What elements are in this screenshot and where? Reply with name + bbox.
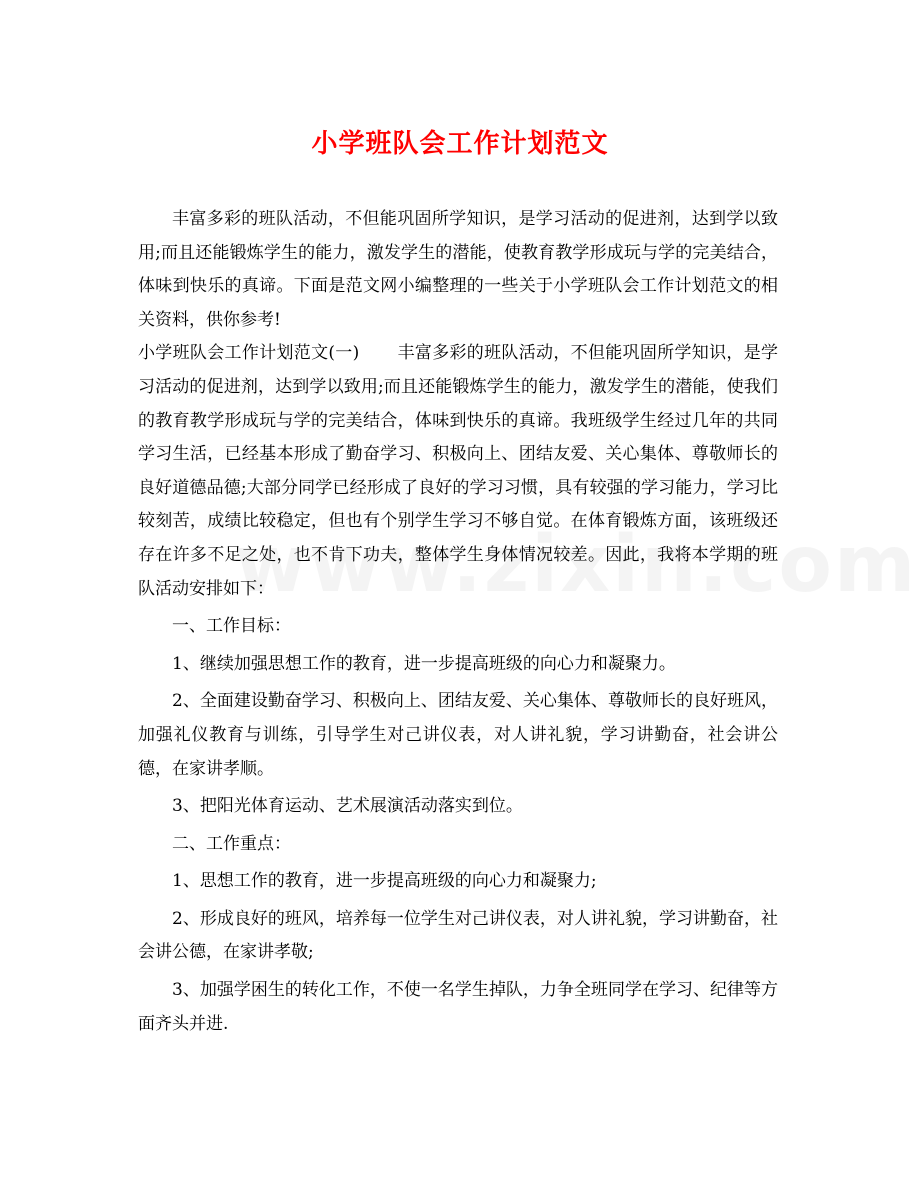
focus-heading: 二、工作重点： (172, 833, 291, 854)
focus-item-2: 2、形成良好的班风，培养每一位学生对己讲仪表，对人讲礼貌，学习讲勤奋，社会讲公德，在家讲孝敬; (138, 908, 778, 963)
section-body: 丰富多彩的班队活动，不但能巩固所学知识，是学习活动的促进剂，达到学以致用;而且还能锻炼学生的能力，激发学生的潜能，使我们的教育教学形成玩与学的完美结合，体味到快乐的真谛。我班级学生经过几年的共同学习生活，已经基本形成了勤奋学习、积极向上、团结友爱、关心集体、尊敬师长的良好道德品德;大部分同学已经形成了良好的学习习惯，具有较强的学习能力，学习比较刻苦，成绩比较稳定，但也有个别学生学习不够自觉。在体育锻炼方面，该班级还存在许多不足之处，也不肯下功夫，整体学生身体情况较差。因此，我将本学期的班队活动安排如下： (138, 343, 779, 599)
goal-item-3: 3、把阳光体育运动、艺术展演活动落实到位。 (172, 796, 523, 817)
goal-item-2: 2、全面建设勤奋学习、积极向上、团结友爱、关心集体、尊敬师长的良好班风，加强礼仪教育与训练，引导学生对己讲仪表，对人讲礼貌，学习讲勤奋，社会讲公德，在家讲孝顺。 (138, 691, 778, 779)
focus-item-3: 3、加强学困生的转化工作，不使一名学生掉队，力争全班同学在学习、纪律等方面齐头并进. (138, 980, 778, 1034)
section-heading: 小学班队会工作计划范文(一) (138, 343, 360, 364)
focus-item-1: 1、思想工作的教育，进一步提高班级的向心力和凝聚力; (172, 871, 597, 892)
document-title: 小学班队会工作计划范文 (311, 129, 609, 159)
document-body (138, 203, 778, 1041)
section-paragraph (138, 337, 778, 606)
goal-item-1: 1、继续加强思想工作的教育，进一步提高班级的向心力和凝聚力。 (172, 653, 676, 674)
intro-paragraph: 丰富多彩的班队活动，不但能巩固所学知识，是学习活动的促进剂，达到学以致用;而且还能锻炼学生的能力，激发学生的潜能，使教育教学形成玩与学的完美结合，体味到快乐的真谛。下面是范文网小编整理的一些关于小学班队会工作计划范文的相关资料，供你参考! (138, 209, 778, 330)
goals-heading: 一、工作目标： (172, 616, 291, 637)
